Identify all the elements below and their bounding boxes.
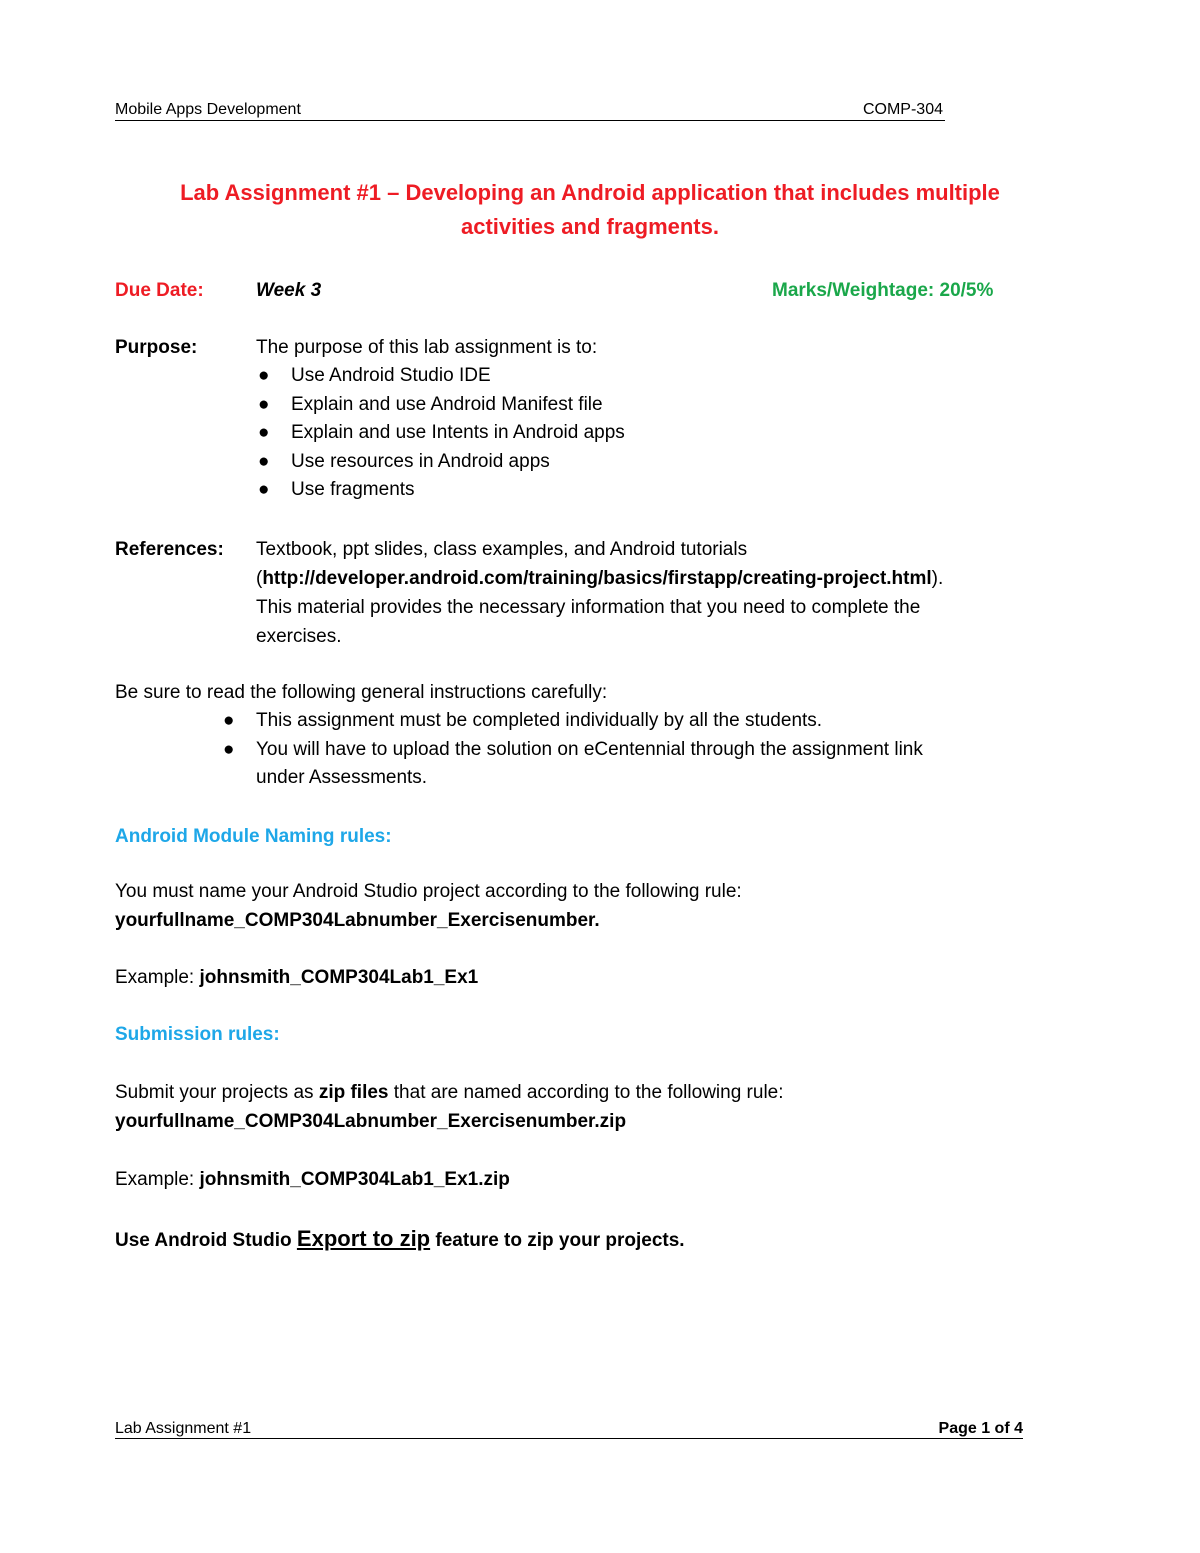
list-item: ● Explain and use Android Manifest file: [256, 391, 1056, 420]
page-title: [120, 176, 1060, 244]
page-footer: [115, 1418, 1023, 1439]
list-item: ● Use fragments: [256, 476, 1056, 505]
header-course-code: COMP-304: [862, 101, 943, 118]
page-header: [115, 100, 945, 121]
naming-text: You must name your Android Studio project according to the following rule:: [115, 881, 742, 902]
due-date-value: Week 3: [256, 280, 322, 301]
marks-weightage: Marks/Weightage: 20/5%: [772, 280, 994, 301]
references-line-4: exercises.: [256, 626, 342, 647]
title-line-1: Lab Assignment #1 – Developing an Android application that includes multiple: [180, 180, 1000, 205]
due-date-label: Due Date:: [115, 280, 204, 301]
bullet-icon: ●: [258, 479, 270, 501]
naming-heading: Android Module Naming rules:: [115, 826, 392, 847]
list-item: ● Use resources in Android apps: [256, 448, 1056, 477]
bullet-icon: ●: [258, 422, 270, 444]
page-number: Page 1 of 4: [938, 1420, 1023, 1437]
references-line-1: Textbook, ppt slides, class examples, and Android tutorials: [256, 539, 748, 560]
general-intro: Be sure to read the following general instructions carefully:: [115, 682, 608, 703]
references-line-3: This material provides the necessary information that you need to complete the: [256, 597, 921, 618]
submission-example: Example: johnsmith_COMP304Lab1_Ex1.zip: [115, 1169, 510, 1190]
title-line-2: activities and fragments.: [461, 214, 719, 239]
naming-rule: yourfullname_COMP304Labnumber_Exercisenumber.: [115, 910, 600, 931]
bullet-icon: ●: [258, 393, 270, 415]
purpose-intro: The purpose of this lab assignment is to:: [256, 337, 598, 358]
references-line-2: (http://developer.android.com/training/basics/firstapp/creating-project.html).: [256, 568, 944, 589]
reference-url[interactable]: http://developer.android.com/training/basics/firstapp/creating-project.html: [262, 568, 932, 589]
bullet-icon: ●: [223, 738, 235, 760]
purpose-list: [256, 362, 1056, 505]
bullet-icon: ●: [223, 710, 235, 731]
list-item-continuation: under Assessments.: [256, 767, 428, 789]
submission-rule: yourfullname_COMP304Labnumber_Exercisenumber.zip: [115, 1111, 627, 1132]
purpose-label: Purpose:: [115, 337, 198, 358]
references-text: [256, 535, 1056, 651]
list-item: ● This assignment must be completed individually by all the students.: [221, 707, 1061, 736]
list-item: ● Explain and use Intents in Android apps: [256, 419, 1056, 448]
bullet-icon: ●: [258, 365, 270, 386]
footer-title: Lab Assignment #1: [115, 1420, 252, 1437]
export-instruction: Use Android Studio Export to zip feature to zip your projects.: [115, 1226, 685, 1251]
naming-example: Example: johnsmith_COMP304Lab1_Ex1: [115, 967, 479, 988]
general-list: [221, 707, 1061, 793]
submission-heading: Submission rules:: [115, 1024, 280, 1045]
list-item: ● You will have to upload the solution on eCentennial through the assignment link: [221, 736, 1061, 765]
export-to-zip-link[interactable]: Export to zip: [296, 1226, 431, 1251]
bullet-icon: ●: [258, 450, 270, 472]
header-course-name: Mobile Apps Development: [115, 101, 301, 118]
list-item: ● Use Android Studio IDE: [256, 362, 1056, 391]
references-label: References:: [115, 539, 224, 560]
submission-text: Submit your projects as zip files that are named according to the following rule:: [115, 1082, 784, 1103]
